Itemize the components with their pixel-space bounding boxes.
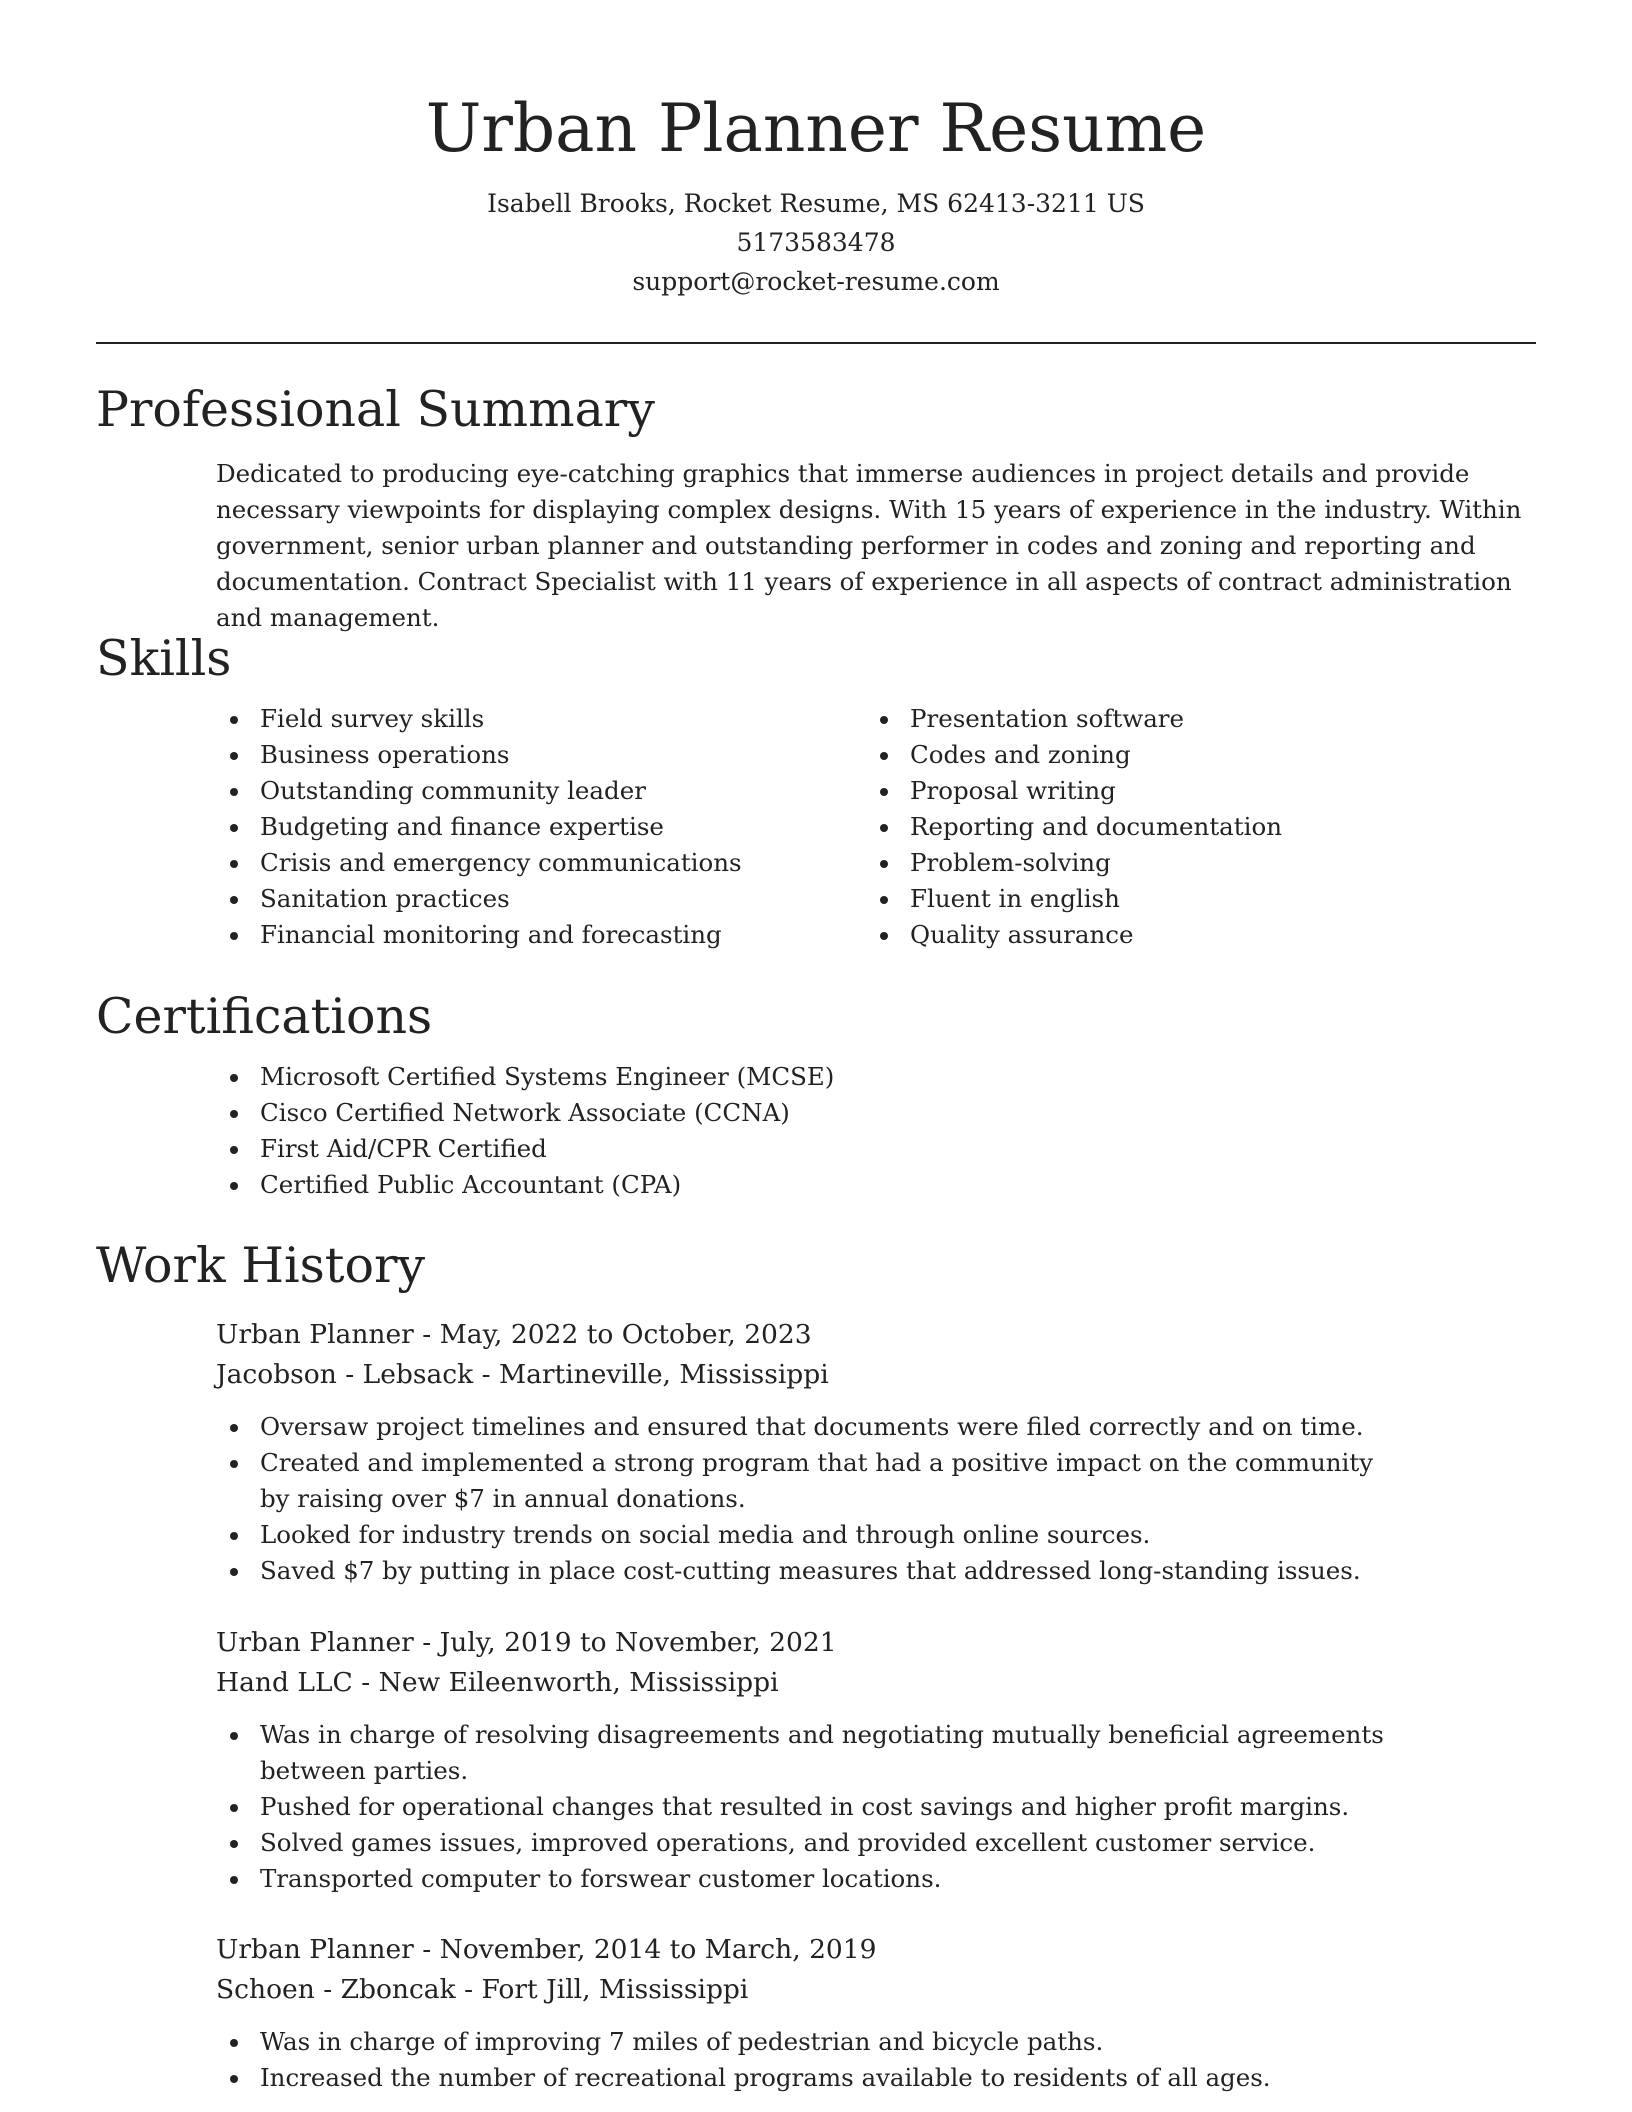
job-bullet: [96, 1553, 1396, 1589]
skill-item: [746, 845, 1396, 881]
skill-label: Budgeting and finance expertise: [260, 812, 664, 841]
job-title-dates: Urban Planner - July, 2019 to November, 2021: [216, 1627, 837, 1658]
certification-item: [96, 1059, 1536, 1095]
job-bullet-text: Pushed for operational changes that resulted in cost savings and higher profit margins.: [260, 1792, 1350, 1821]
skill-item: [746, 737, 1396, 773]
skill-item: [746, 917, 1396, 953]
bullet-icon: [230, 1532, 238, 1540]
skills-section: [96, 627, 1536, 953]
job-company-location: Hand LLC - New Eileenworth, Mississippi: [216, 1667, 779, 1698]
bullet-icon: [230, 932, 238, 940]
resume-header: [96, 84, 1536, 301]
certification-label: Certified Public Accountant (CPA): [260, 1170, 682, 1199]
job-bullet: [96, 1717, 1396, 1789]
header-divider: [96, 342, 1536, 344]
skill-item: [746, 881, 1396, 917]
bullet-icon: [230, 1804, 238, 1812]
job-entry: [96, 1315, 1536, 1589]
skill-label: Proposal writing: [910, 776, 1116, 805]
certification-item: [96, 1095, 1536, 1131]
bullet-icon: [230, 1424, 238, 1432]
skill-label: Presentation software: [910, 704, 1185, 733]
bullet-icon: [880, 932, 888, 940]
bullet-icon: [230, 1074, 238, 1082]
job-bullet-text: Solved games issues, improved operations, and provided excellent customer service.: [260, 1828, 1316, 1857]
job-title-dates: Urban Planner - November, 2014 to March, 2019: [216, 1934, 877, 1965]
skill-item: [746, 809, 1396, 845]
skill-label: Fluent in english: [910, 884, 1120, 913]
contact-email: support@rocket-resume.com: [632, 267, 1000, 296]
job-bullet-text: Oversaw project timelines and ensured that documents were filed correctly and on time.: [260, 1412, 1364, 1441]
job-bullet: [96, 1445, 1396, 1517]
summary-text: Dedicated to producing eye-catching graphics that immerse audiences in project details and provide necessary viewpoints for displaying complex designs. With 15 years of experience in the industry. Within government, senior urban planner and outstanding performer in codes and zoning and reporting and documentation. Contract Specialist with 11 years of experience in all aspects of contract administration and management.: [216, 459, 1522, 632]
bullet-icon: [230, 1732, 238, 1740]
skill-label: Business operations: [260, 740, 510, 769]
work-history-heading: Work History: [96, 1237, 426, 1294]
skill-item: [96, 917, 746, 953]
skill-label: Codes and zoning: [910, 740, 1131, 769]
bullet-icon: [230, 1568, 238, 1576]
skill-item: [96, 737, 746, 773]
skill-item: [746, 701, 1396, 737]
job-bullet: [96, 1789, 1396, 1825]
bullet-icon: [230, 716, 238, 724]
skill-item: [96, 881, 746, 917]
job-bullet-text: Increased the number of recreational programs available to residents of all ages.: [260, 2063, 1271, 2092]
certification-label: Cisco Certified Network Associate (CCNA): [260, 1098, 790, 1127]
certifications-list: [96, 1059, 1536, 1203]
contact-address: Isabell Brooks, Rocket Resume, MS 62413-3211 US: [487, 189, 1145, 218]
skill-item: [746, 773, 1396, 809]
summary-section: [96, 378, 1536, 636]
bullet-icon: [230, 1876, 238, 1884]
work-history-section: [96, 1234, 1536, 1298]
skill-label: Outstanding community leader: [260, 776, 646, 805]
job-bullet-text: Created and implemented a strong program that had a positive impact on the community by raising over $7 in annual donations.: [260, 1448, 1374, 1513]
job-bullet-text: Was in charge of resolving disagreements and negotiating mutually beneficial agreements between parties.: [260, 1720, 1384, 1785]
bullet-icon: [230, 824, 238, 832]
skill-item: [96, 809, 746, 845]
certification-label: First Aid/CPR Certified: [260, 1134, 547, 1163]
job-bullets: [96, 1409, 1536, 1589]
skill-label: Reporting and documentation: [910, 812, 1282, 841]
job-bullet: [96, 1825, 1396, 1861]
job-bullet-text: Saved $7 by putting in place cost-cutting measures that addressed long-standing issues.: [260, 1556, 1361, 1585]
bullet-icon: [880, 824, 888, 832]
job-company-location: Schoen - Zboncak - Fort Jill, Mississippi: [216, 1974, 749, 2005]
bullet-icon: [230, 1840, 238, 1848]
contact-block: [96, 184, 1536, 301]
job-company-location: Jacobson - Lebsack - Martineville, Mississippi: [216, 1359, 829, 1390]
skill-label: Field survey skills: [260, 704, 485, 733]
contact-phone: 5173583478: [736, 228, 896, 257]
job-bullets: [96, 2024, 1536, 2096]
bullet-icon: [230, 896, 238, 904]
page-title: Urban Planner Resume: [425, 90, 1207, 167]
job-bullet: [96, 1861, 1396, 1897]
job-entry: [96, 1930, 1536, 2096]
bullet-icon: [230, 752, 238, 760]
job-bullet-text: Was in charge of improving 7 miles of pedestrian and bicycle paths.: [260, 2027, 1104, 2056]
job-bullet-text: Looked for industry trends on social media and through online sources.: [260, 1520, 1151, 1549]
bullet-icon: [880, 896, 888, 904]
bullet-icon: [230, 860, 238, 868]
skill-label: Problem-solving: [910, 848, 1111, 877]
bullet-icon: [880, 752, 888, 760]
job-bullet: [96, 1517, 1396, 1553]
skill-label: Quality assurance: [910, 920, 1134, 949]
bullet-icon: [880, 860, 888, 868]
skill-item: [96, 773, 746, 809]
job-entry: [96, 1623, 1536, 1897]
summary-heading: Professional Summary: [96, 381, 655, 438]
job-bullet-text: Transported computer to forswear customer locations.: [260, 1864, 942, 1893]
bullet-icon: [230, 2039, 238, 2047]
job-header: [216, 1315, 1536, 1589]
skills-heading: Skills: [96, 630, 232, 687]
job-bullets: [96, 1717, 1536, 1897]
job-header: [216, 1930, 1536, 2096]
bullet-icon: [230, 1110, 238, 1118]
certification-item: [96, 1131, 1536, 1167]
job-bullet: [96, 2060, 1396, 2096]
certification-item: [96, 1167, 1536, 1203]
job-bullet: [96, 2024, 1396, 2060]
skill-label: Sanitation practices: [260, 884, 510, 913]
job-bullet: [96, 1409, 1396, 1445]
certification-label: Microsoft Certified Systems Engineer (MCSE): [260, 1062, 835, 1091]
bullet-icon: [230, 1182, 238, 1190]
skill-item: [96, 701, 746, 737]
bullet-icon: [230, 1146, 238, 1154]
bullet-icon: [230, 2075, 238, 2083]
skills-column-left: [96, 701, 746, 953]
skill-item: [96, 845, 746, 881]
bullet-icon: [880, 716, 888, 724]
job-header: [216, 1623, 1536, 1897]
skill-label: Crisis and emergency communications: [260, 848, 742, 877]
bullet-icon: [230, 788, 238, 796]
job-title-dates: Urban Planner - May, 2022 to October, 2023: [216, 1319, 812, 1350]
skills-columns: [96, 701, 1536, 953]
certifications-section: [96, 985, 1536, 1203]
skills-column-right: [746, 701, 1396, 953]
bullet-icon: [230, 1460, 238, 1468]
certifications-heading: Certifications: [96, 988, 433, 1045]
skill-label: Financial monitoring and forecasting: [260, 920, 722, 949]
bullet-icon: [880, 788, 888, 796]
